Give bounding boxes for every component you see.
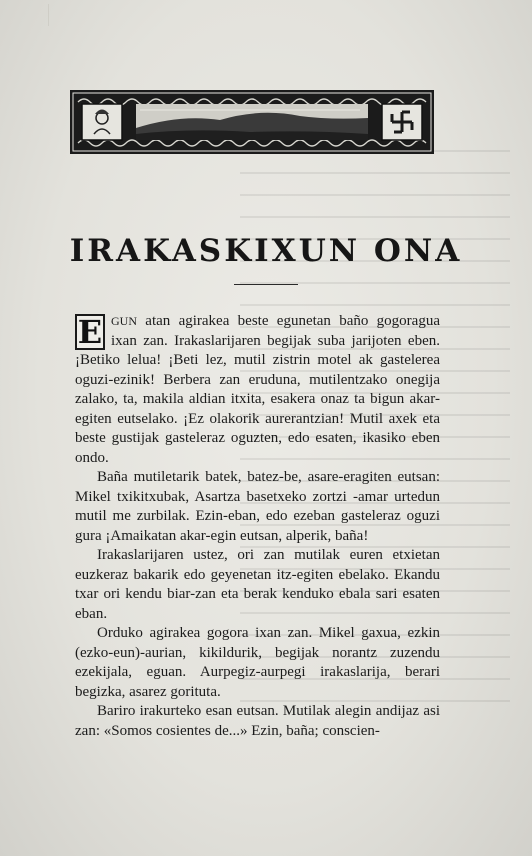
- chapter-body: [75, 312, 440, 741]
- paragraph-3: Irakaslarijaren ustez, ori zan mutilak euren etxietan euzkeraz bakarik edo geyenetan itz-egiten ebelako. Ekandu txar ori kendu biar-zan eta berak kenduko ebala sari esaten eban.: [75, 547, 440, 622]
- drop-cap-initial: E: [75, 314, 105, 350]
- paragraph-1-text: atan agirakea beste egunetan baño gogoragua ixan zan. Irakaslarijaren begijak suba jarijoten eben. ¡Betiko lelua! ¡Beti lez, mutil zistrin motel ak gastelerea oguzi-ezinik! Berbera zan eruduna, mutilentzako onegija zalako, ta, makila aldian itxita, esakera onaz ta bigun akar-egiten eutselako. ¡Ez olakorik aurerantzian! Mutil axek eta beste gustijak gasteleraz oguzten, edo esaten, ikasiko eben ondo.: [75, 313, 440, 466]
- chapter-title: IRAKASKIXUN ONA: [69, 233, 463, 269]
- title-divider: [234, 284, 298, 285]
- paragraph-2: Baña mutiletarik batek, batez-be, asare-eragiten eutsan: Mikel txikitxubak, Asartza basetxeko zortzi -amar urtedun mutil me zurbilak. Ezin-eban, edo ezeban gasteleraz oguzi gura ¡Amaikatan akar-egin eutsan, alperik, baña!: [75, 469, 440, 544]
- paragraph-4: Orduko agirakea gogora ixan zan. Mikel gaxua, ezkin (ezko-eun)-aurian, kikildurik, begijak norantz zuzendu ezekijala, eguan. Aurpegiz-aurpegi irakaslarija, berari begizka, asarez gorituta.: [75, 625, 440, 700]
- paragraph-5: Bariro irakurteko esan eutsan. Mutilak alegin andijaz asi zan: «Somos cosientes de...» Ezin, baña; conscien-: [75, 703, 440, 739]
- paragraph-1: [75, 312, 440, 468]
- first-word: GUN: [111, 314, 137, 328]
- banner-illustration: [70, 90, 434, 154]
- decorative-header-banner: [70, 90, 434, 154]
- page-edge-mark: [48, 4, 65, 26]
